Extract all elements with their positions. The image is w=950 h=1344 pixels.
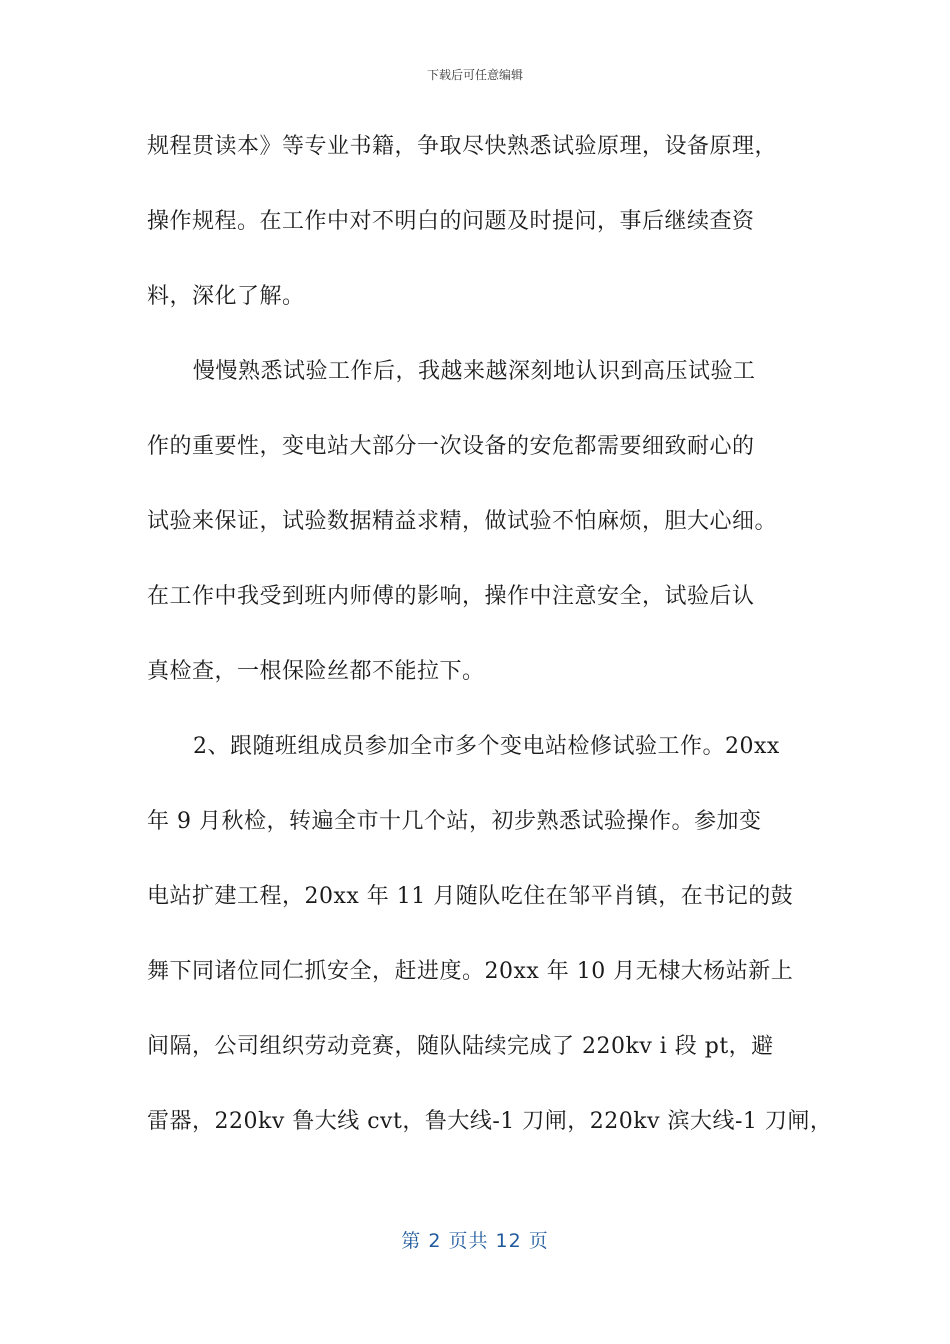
document-body: [147, 129, 833, 1179]
paragraph-line: 作的重要性，变电站大部分一次设备的安危都需要细致耐心的: [147, 434, 755, 459]
paragraph-line: 雷器，220kv 鲁大线 cvt，鲁大线-1 刀闸，220kv 滨大线-1 刀闸，: [147, 1109, 833, 1134]
paragraph-line: 舞下同诸位同仁抓安全，赶进度。20xx 年 10 月无棣大杨站新上: [147, 959, 794, 984]
paragraph-line: 试验来保证，试验数据精益求精，做试验不怕麻烦，胆大心细。: [147, 509, 778, 534]
page-header-note: 下载后可任意编辑: [426, 68, 523, 82]
paragraph-line: 电站扩建工程，20xx 年 11 月随队吃住在邹平肖镇，在书记的鼓: [147, 884, 794, 909]
paragraph-line: 慢慢熟悉试验工作后，我越来越深刻地认识到高压试验工: [193, 359, 756, 384]
paragraph-line: 操作规程。在工作中对不明白的问题及时提问，事后继续查资: [147, 209, 755, 234]
paragraph-line: 在工作中我受到班内师傅的影响，操作中注意安全，试验后认: [147, 584, 755, 609]
paragraph-line: 料，深化了解。: [147, 284, 305, 309]
paragraph-line: 真检查，一根保险丝都不能拉下。: [147, 659, 485, 684]
paragraph-line: 2、跟随班组成员参加全市多个变电站检修试验工作。20xx: [193, 734, 780, 759]
paragraph-line: 间隔，公司组织劳动竞赛，随队陆续完成了 220kv ⅰ 段 pt，避: [147, 1034, 774, 1059]
paragraph-line: 年 9 月秋检，转遍全市十几个站，初步熟悉试验操作。参加变: [147, 809, 762, 834]
page-number: 第 2 页共 12 页: [401, 1230, 549, 1252]
paragraph-line: 规程贯读本》等专业书籍，争取尽快熟悉试验原理，设备原理，: [147, 134, 778, 159]
